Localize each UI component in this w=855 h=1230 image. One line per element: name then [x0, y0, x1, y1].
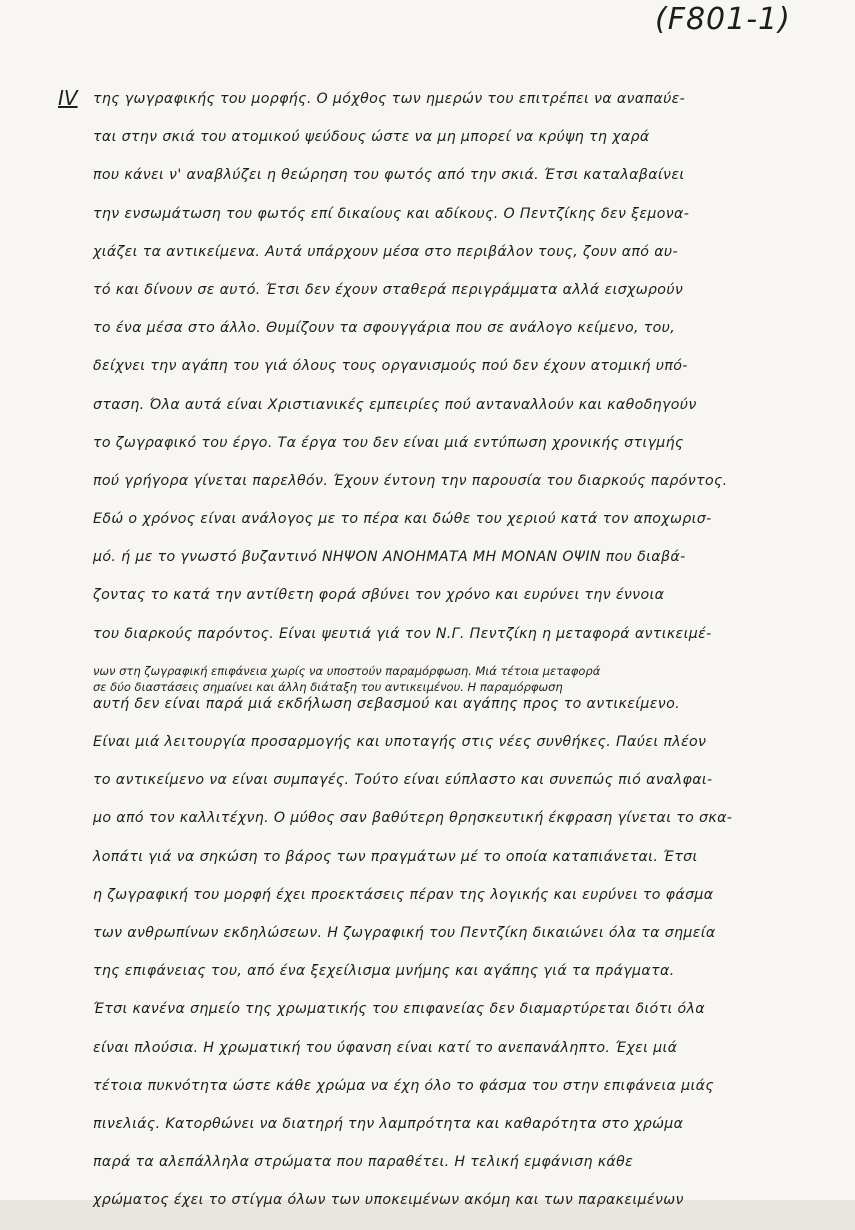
text-line: δείχνει την αγάπη του γιά όλους τους οργανισμούς πού δεν έχουν ατομική υπό-	[93, 358, 688, 375]
section-mark: IV	[58, 86, 78, 110]
text-line: παρά τα αλεπάλληλα στρώματα που παραθέτει. Η τελική εμφάνιση κάθε	[93, 1154, 634, 1171]
text-line: των ανθρωπίνων εκδηλώσεων. Η ζωγραφική του Πεντζίκη δικαιώνει όλα τα σημεία	[93, 924, 716, 941]
text-line: μό. ή με το γνωστό βυζαντινό ΝΗΨΟΝ ΑΝΟΗΜΑΤΑ ΜΗ ΜΟΝΑΝ ΟΨΙΝ που διαβά-	[93, 549, 686, 566]
text-line: λοπάτι γιά να σηκώση το βάρος των πραγμάτων μέ το οποία καταπιάνεται. Έτσι	[93, 848, 698, 865]
text-line: μο από τον καλλιτέχνη. Ο μύθος σαν βαθύτερη θρησκευτική έκφραση γίνεται το σκα-	[93, 810, 733, 827]
folio-number: (F801-1)	[655, 2, 791, 37]
text-line: της επιφάνειας του, από ένα ξεχείλισμα μνήμης και αγάπης γιά τα πράγματα.	[93, 963, 675, 980]
text-line: ζοντας το κατά την αντίθετη φορά σβύνει τον χρόνο και ευρύνει την έννοια	[93, 587, 665, 604]
text-line: η ζωγραφική του μορφή έχει προεκτάσεις πέραν της λογικής και ευρύνει το φάσμα	[93, 886, 714, 903]
text-line: αυτή δεν είναι παρά μιά εκδήλωση σεβασμού και αγάπης προς το αντικείμενο.	[93, 695, 680, 712]
text-line: το ζωγραφικό του έργο. Τα έργα του δεν είναι μιά εντύπωση χρονικής στιγμής	[93, 434, 684, 451]
text-line: Έτσι κανένα σημείο της χρωματικής του επιφανείας δεν διαμαρτύρεται διότι όλα	[93, 1001, 705, 1018]
left-margin	[85, 98, 86, 1198]
text-line: ται στην σκιά του ατομικού ψεύδους ώστε να μη μπορεί να κρύψη τη χαρά	[93, 129, 650, 146]
text-line: Είναι μιά λειτουργία προσαρμογής και υποταγής στις νέες συνθήκες. Παύει πλέον	[93, 734, 707, 750]
text-line: τέτοια πυκνότητα ώστε κάθε χρώμα να έχη όλο το φάσμα του στην επιφάνεια μιάς	[93, 1077, 715, 1094]
text-line: το ένα μέσα στο άλλο. Θυμίζουν τα σφουγγάρια που σε ανάλογο κείμενο, του,	[93, 320, 676, 337]
text-line-insert: νων στη ζωγραφική επιφάνεια χωρίς να υποστούν παραμόρφωση. Μιά τέτοια μεταφορά	[93, 663, 601, 678]
text-line: χιάζει τα αντικείμενα. Αυτά υπάρχουν μέσα στο περιβάλον τους, ζουν από αυ-	[93, 243, 678, 260]
text-line-insert: σε δύο διαστάσεις σημαίνει και άλλη διάταξη του αντικειμένου. Η παραμόρφωση	[93, 679, 563, 694]
text-line: τό και δίνουν σε αυτό. Έτσι δεν έχουν σταθερά περιγράμματα αλλά εισχωρούν	[93, 281, 684, 298]
text-line: σταση. Όλα αυτά είναι Χριστιανικές εμπειρίες πού ανταναλλούν και καθοδηγούν	[93, 396, 697, 413]
handwritten-text-block	[93, 91, 845, 1230]
text-line: πού γρήγορα γίνεται παρελθόν. Έχουν έντονη την παρουσία του διαρκούς παρόντος.	[93, 472, 728, 489]
text-line: την ενσωμάτωση του φωτός επί δικαίους και αδίκους. Ο Πεντζίκης δεν ξεμονα-	[93, 205, 690, 222]
text-line: του διαρκούς παρόντος. Είναι ψευτιά γιά τον Ν.Γ. Πεντζίκη η μεταφορά αντικειμέ-	[93, 625, 712, 642]
text-line: είναι πλούσια. Η χρωματική του ύφανση είναι κατί το ανεπανάληπτο. Έχει μιά	[93, 1039, 678, 1056]
text-line: χρώματος έχει το στίγμα όλων των υποκειμένων ακόμη και των παρακειμένων	[93, 1192, 684, 1209]
text-line: Εδώ ο χρόνος είναι ανάλογος με το πέρα και δώθε του χεριού κατά τον αποχωρισ-	[93, 511, 712, 528]
text-line: το αντικείμενο να είναι συμπαγές. Τούτο είναι εύπλαστο και συνεπώς πιό αναλφαι-	[93, 772, 713, 789]
text-line: που κάνει ν' αναβλύζει η θεώρηση του φωτός από την σκιά. Έτσι καταλαβαίνει	[93, 167, 685, 184]
text-line: της γωγραφικής του μορφής. Ο μόχθος των ημερών του επιτρέπει να αναπαύε-	[93, 91, 686, 107]
text-line: πινελιάς. Κατορθώνει να διατηρή την λαμπρότητα και καθαρότητα στο χρώμα	[93, 1115, 684, 1132]
